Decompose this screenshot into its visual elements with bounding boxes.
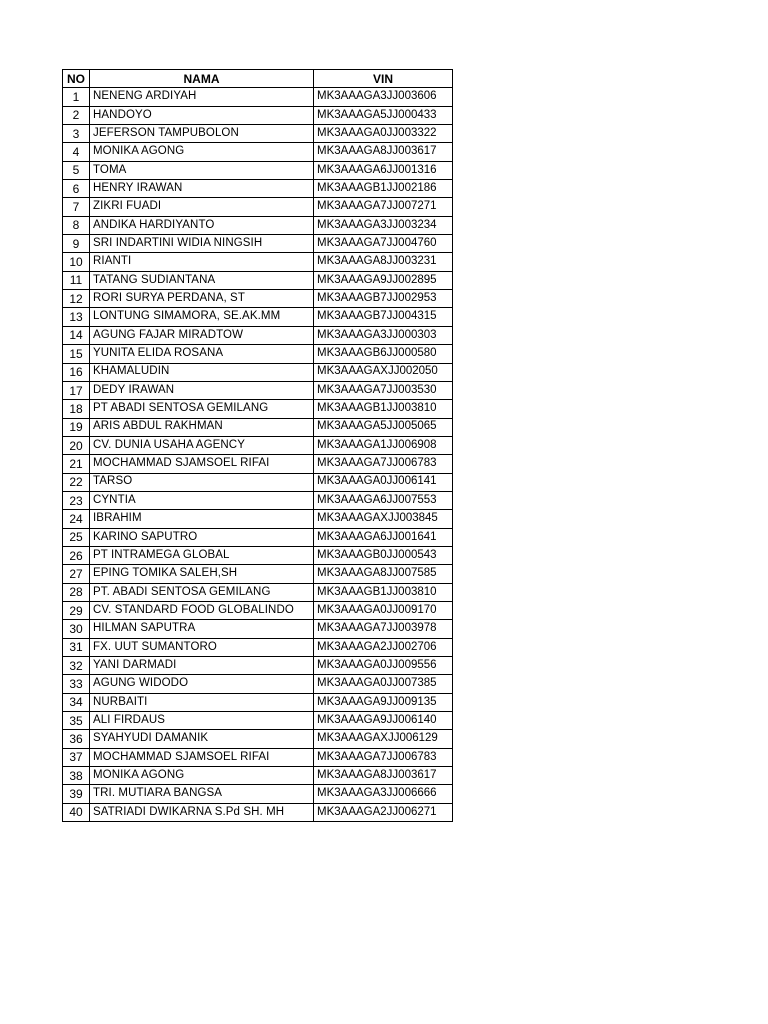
table-row [63, 565, 453, 583]
row-number: 31 [63, 638, 90, 656]
row-number: 14 [63, 326, 90, 344]
row-number: 2 [63, 106, 90, 124]
row-number: 7 [63, 198, 90, 216]
row-name: AGUNG FAJAR MIRADTOW [90, 326, 314, 344]
table-row [63, 803, 453, 821]
table-row [63, 675, 453, 693]
table-row [63, 125, 453, 143]
row-vin: MK3AAAGA7JJ007271 [314, 198, 453, 216]
row-name: MONIKA AGONG [90, 767, 314, 785]
header-nama: NAMA [90, 70, 314, 88]
row-vin: MK3AAAGA3JJ003606 [314, 88, 453, 106]
row-name: ALI FIRDAUS [90, 712, 314, 730]
row-name: NENENG ARDIYAH [90, 88, 314, 106]
row-name: ANDIKA HARDIYANTO [90, 216, 314, 234]
table-row [63, 418, 453, 436]
row-vin: MK3AAAGA3JJ006666 [314, 785, 453, 803]
row-name: IBRAHIM [90, 510, 314, 528]
table-row [63, 271, 453, 289]
row-name: YANI DARMADI [90, 657, 314, 675]
row-number: 22 [63, 473, 90, 491]
table-row [63, 198, 453, 216]
row-number: 23 [63, 491, 90, 509]
table-row [63, 88, 453, 106]
row-name: TOMA [90, 161, 314, 179]
row-vin: MK3AAAGA6JJ007553 [314, 491, 453, 509]
table-row [63, 308, 453, 326]
row-vin: MK3AAAGA0JJ006141 [314, 473, 453, 491]
row-name: RORI SURYA PERDANA, ST [90, 290, 314, 308]
header-row [63, 70, 453, 88]
row-number: 18 [63, 400, 90, 418]
row-name: SYAHYUDI DAMANIK [90, 730, 314, 748]
row-number: 16 [63, 363, 90, 381]
row-number: 38 [63, 767, 90, 785]
row-vin: MK3AAAGAXJJ003845 [314, 510, 453, 528]
row-name: CYNTIA [90, 491, 314, 509]
row-name: PT. ABADI SENTOSA GEMILANG [90, 583, 314, 601]
row-vin: MK3AAAGB1JJ002186 [314, 180, 453, 198]
row-vin: MK3AAAGAXJJ006129 [314, 730, 453, 748]
table-row [63, 400, 453, 418]
row-vin: MK3AAAGA9JJ009135 [314, 693, 453, 711]
table-row [63, 583, 453, 601]
row-vin: MK3AAAGA0JJ003322 [314, 125, 453, 143]
row-name: AGUNG WIDODO [90, 675, 314, 693]
row-vin: MK3AAAGA2JJ006271 [314, 803, 453, 821]
table-row [63, 473, 453, 491]
row-number: 20 [63, 436, 90, 454]
row-name: EPING TOMIKA SALEH,SH [90, 565, 314, 583]
row-vin: MK3AAAGB6JJ000580 [314, 345, 453, 363]
vin-table [62, 69, 453, 822]
row-name: JEFERSON TAMPUBOLON [90, 125, 314, 143]
table-row [63, 143, 453, 161]
row-vin: MK3AAAGA8JJ003617 [314, 767, 453, 785]
row-vin: MK3AAAGA7JJ003530 [314, 381, 453, 399]
row-vin: MK3AAAGB1JJ003810 [314, 583, 453, 601]
table-row [63, 216, 453, 234]
row-number: 19 [63, 418, 90, 436]
table-row [63, 455, 453, 473]
row-vin: MK3AAAGA7JJ006783 [314, 455, 453, 473]
table-row [63, 491, 453, 509]
row-number: 33 [63, 675, 90, 693]
table-row [63, 235, 453, 253]
row-name: CV. DUNIA USAHA AGENCY [90, 436, 314, 454]
header-no: NO [63, 70, 90, 88]
table-row [63, 381, 453, 399]
row-number: 30 [63, 620, 90, 638]
row-number: 28 [63, 583, 90, 601]
table-row [63, 161, 453, 179]
table-row [63, 546, 453, 564]
table-row [63, 712, 453, 730]
row-name: PT ABADI SENTOSA GEMILANG [90, 400, 314, 418]
table-row [63, 601, 453, 619]
row-vin: MK3AAAGA5JJ005065 [314, 418, 453, 436]
row-number: 9 [63, 235, 90, 253]
table-row [63, 290, 453, 308]
row-number: 37 [63, 748, 90, 766]
row-vin: MK3AAAGA6JJ001316 [314, 161, 453, 179]
row-name: MOCHAMMAD SJAMSOEL RIFAI [90, 748, 314, 766]
row-number: 24 [63, 510, 90, 528]
row-number: 8 [63, 216, 90, 234]
row-vin: MK3AAAGA9JJ002895 [314, 271, 453, 289]
header-vin: VIN [314, 70, 453, 88]
row-number: 15 [63, 345, 90, 363]
row-vin: MK3AAAGB7JJ002953 [314, 290, 453, 308]
row-vin: MK3AAAGA2JJ002706 [314, 638, 453, 656]
row-vin: MK3AAAGB7JJ004315 [314, 308, 453, 326]
table-row [63, 528, 453, 546]
table-row [63, 326, 453, 344]
row-name: TARSO [90, 473, 314, 491]
row-number: 5 [63, 161, 90, 179]
row-vin: MK3AAAGA3JJ003234 [314, 216, 453, 234]
row-number: 35 [63, 712, 90, 730]
row-name: TRI. MUTIARA BANGSA [90, 785, 314, 803]
row-vin: MK3AAAGA8JJ007585 [314, 565, 453, 583]
row-vin: MK3AAAGA9JJ006140 [314, 712, 453, 730]
table-body [63, 88, 453, 822]
row-name: TATANG SUDIANTANA [90, 271, 314, 289]
row-vin: MK3AAAGA6JJ001641 [314, 528, 453, 546]
table-row [63, 730, 453, 748]
row-number: 4 [63, 143, 90, 161]
table-row [63, 363, 453, 381]
table-row [63, 510, 453, 528]
row-number: 27 [63, 565, 90, 583]
row-number: 12 [63, 290, 90, 308]
row-vin: MK3AAAGA8JJ003617 [314, 143, 453, 161]
row-name: SRI INDARTINI WIDIA NINGSIH [90, 235, 314, 253]
row-number: 1 [63, 88, 90, 106]
row-name: ARIS ABDUL RAKHMAN [90, 418, 314, 436]
row-number: 17 [63, 381, 90, 399]
row-name: PT INTRAMEGA GLOBAL [90, 546, 314, 564]
row-vin: MK3AAAGA7JJ004760 [314, 235, 453, 253]
row-name: NURBAITI [90, 693, 314, 711]
row-vin: MK3AAAGA7JJ006783 [314, 748, 453, 766]
row-name: HENRY IRAWAN [90, 180, 314, 198]
row-number: 26 [63, 546, 90, 564]
row-number: 39 [63, 785, 90, 803]
row-vin: MK3AAAGA0JJ009170 [314, 601, 453, 619]
row-name: CV. STANDARD FOOD GLOBALINDO [90, 601, 314, 619]
row-name: DEDY IRAWAN [90, 381, 314, 399]
table-row [63, 638, 453, 656]
row-number: 40 [63, 803, 90, 821]
row-vin: MK3AAAGB1JJ003810 [314, 400, 453, 418]
row-vin: MK3AAAGA3JJ000303 [314, 326, 453, 344]
row-vin: MK3AAAGAXJJ002050 [314, 363, 453, 381]
row-name: MOCHAMMAD SJAMSOEL RIFAI [90, 455, 314, 473]
table-header [63, 70, 453, 88]
row-name: LONTUNG SIMAMORA, SE.AK.MM [90, 308, 314, 326]
row-number: 29 [63, 601, 90, 619]
row-vin: MK3AAAGA5JJ000433 [314, 106, 453, 124]
row-number: 25 [63, 528, 90, 546]
row-number: 11 [63, 271, 90, 289]
table-row [63, 785, 453, 803]
row-name: HILMAN SAPUTRA [90, 620, 314, 638]
table-row [63, 748, 453, 766]
table-row [63, 345, 453, 363]
row-number: 32 [63, 657, 90, 675]
table-row [63, 657, 453, 675]
table-row [63, 693, 453, 711]
row-name: YUNITA ELIDA ROSANA [90, 345, 314, 363]
row-name: KARINO SAPUTRO [90, 528, 314, 546]
row-vin: MK3AAAGA8JJ003231 [314, 253, 453, 271]
row-name: RIANTI [90, 253, 314, 271]
table-row [63, 436, 453, 454]
row-name: MONIKA AGONG [90, 143, 314, 161]
row-vin: MK3AAAGA0JJ009556 [314, 657, 453, 675]
row-number: 21 [63, 455, 90, 473]
row-number: 10 [63, 253, 90, 271]
row-number: 34 [63, 693, 90, 711]
row-vin: MK3AAAGA7JJ003978 [314, 620, 453, 638]
row-number: 3 [63, 125, 90, 143]
table-row [63, 767, 453, 785]
row-name: ZIKRI FUADI [90, 198, 314, 216]
row-number: 13 [63, 308, 90, 326]
row-name: FX. UUT SUMANTORO [90, 638, 314, 656]
row-name: SATRIADI DWIKARNA S.Pd SH. MH [90, 803, 314, 821]
table-row [63, 180, 453, 198]
row-vin: MK3AAAGA0JJ007385 [314, 675, 453, 693]
table-row [63, 106, 453, 124]
table-row [63, 620, 453, 638]
row-name: HANDOYO [90, 106, 314, 124]
row-vin: MK3AAAGB0JJ000543 [314, 546, 453, 564]
row-number: 36 [63, 730, 90, 748]
row-vin: MK3AAAGA1JJ006908 [314, 436, 453, 454]
table-row [63, 253, 453, 271]
row-name: KHAMALUDIN [90, 363, 314, 381]
row-number: 6 [63, 180, 90, 198]
